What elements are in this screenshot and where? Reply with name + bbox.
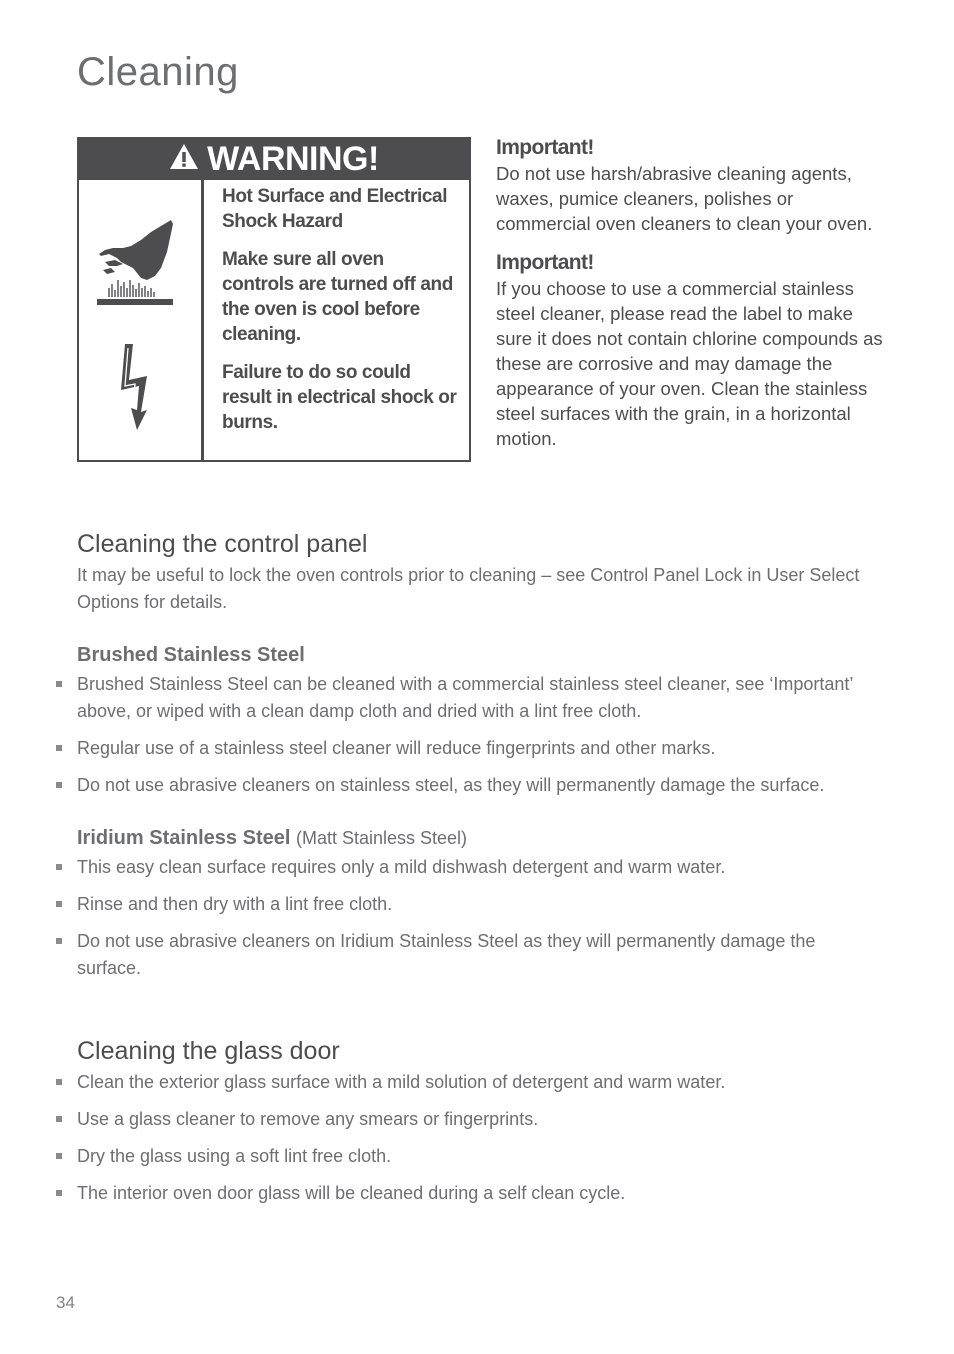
list-item-text: Do not use abrasive cleaners on Iridium Stainless Steel as they will permanently damage the surface.	[77, 931, 816, 978]
warning-triangle-icon	[169, 140, 199, 179]
hot-surface-hand-icon	[95, 218, 175, 313]
list-item-text: Regular use of a stainless steel cleaner will reduce fingerprints and other marks.	[77, 738, 716, 758]
bullet-icon	[56, 782, 62, 788]
warning-instruction: Make sure all oven controls are turned off and the oven is cool before cleaning.	[222, 249, 453, 345]
list-item-text: Brushed Stainless Steel can be cleaned with a commercial stainless steel cleaner, see ‘Important’ above, or wiped with a clean damp cloth and dried with a lint free cloth.	[77, 674, 853, 721]
bullet-icon	[56, 1190, 62, 1196]
list-item	[56, 928, 876, 982]
list-item	[56, 1069, 876, 1096]
important-notes	[496, 135, 886, 463]
list-item	[56, 1180, 876, 1207]
list-item-text: Use a glass cleaner to remove any smears or fingerprints.	[77, 1109, 539, 1129]
list-item	[56, 772, 876, 799]
bullet-icon	[56, 1153, 62, 1159]
warning-consequence: Failure to do so could result in electrical shock or burns.	[222, 362, 457, 433]
bullet-icon	[56, 864, 62, 870]
section-title-control-panel: Cleaning the control panel	[77, 530, 368, 558]
list-item-text: Rinse and then dry with a lint free cloth.	[77, 894, 393, 914]
section-title-glass-door: Cleaning the glass door	[77, 1037, 340, 1065]
bullet-icon	[56, 745, 62, 751]
glass-door-list	[56, 1069, 876, 1217]
list-item	[56, 891, 876, 918]
list-item	[56, 1106, 876, 1133]
page-title: Cleaning	[77, 50, 239, 94]
bullet-icon	[56, 681, 62, 687]
control-panel-intro: It may be useful to lock the oven controls prior to cleaning – see Control Panel Lock in User Select Options for details.	[77, 565, 860, 612]
list-item	[56, 1143, 876, 1170]
subtitle-brushed-stainless	[77, 644, 305, 667]
list-item-text: Clean the exterior glass surface with a mild solution of detergent and warm water.	[77, 1072, 726, 1092]
list-item	[56, 735, 876, 762]
list-item	[56, 671, 876, 725]
list-item-text: The interior oven door glass will be cleaned during a self clean cycle.	[77, 1183, 626, 1203]
important-title: Important!	[496, 136, 594, 159]
warning-box	[77, 137, 471, 462]
warning-icons-panel	[79, 180, 204, 460]
important-title: Important!	[496, 251, 594, 274]
subtitle-iridium-stainless	[77, 827, 467, 850]
important-text: If you choose to use a commercial stainless steel cleaner, please read the label to make sure it does not contain chlorine compounds as these are corrosive and may damage the appearance of your oven. Clean the stainless steel surfaces with the grain, in a horizontal motion.	[496, 278, 883, 449]
bullet-icon	[56, 901, 62, 907]
page-number: 34	[56, 1293, 75, 1312]
electrical-bolt-icon	[117, 342, 157, 437]
hazard-title: Hot Surface and Electrical Shock Hazard	[222, 186, 448, 232]
bullet-icon	[56, 1116, 62, 1122]
iridium-list	[56, 854, 876, 992]
list-item-text: This easy clean surface requires only a mild dishwash detergent and warm water.	[77, 857, 726, 877]
subtitle-iridium-note: (Matt Stainless Steel)	[295, 828, 468, 848]
brushed-list	[56, 671, 876, 809]
bullet-icon	[56, 1079, 62, 1085]
subtitle-iridium-label: Iridium Stainless Steel	[77, 827, 291, 849]
list-item	[56, 854, 876, 881]
warning-header	[79, 139, 469, 180]
subtitle-brushed-label: Brushed Stainless Steel	[77, 644, 305, 666]
list-item-text: Do not use abrasive cleaners on stainless steel, as they will permanently damage the surface.	[77, 775, 825, 795]
warning-header-label: WARNING!	[207, 140, 379, 178]
bullet-icon	[56, 938, 62, 944]
warning-text	[204, 180, 469, 460]
important-text: Do not use harsh/abrasive cleaning agents, waxes, pumice cleaners, polishes or commercial oven cleaners to clean your oven.	[496, 163, 873, 234]
list-item-text: Dry the glass using a soft lint free cloth.	[77, 1146, 392, 1166]
